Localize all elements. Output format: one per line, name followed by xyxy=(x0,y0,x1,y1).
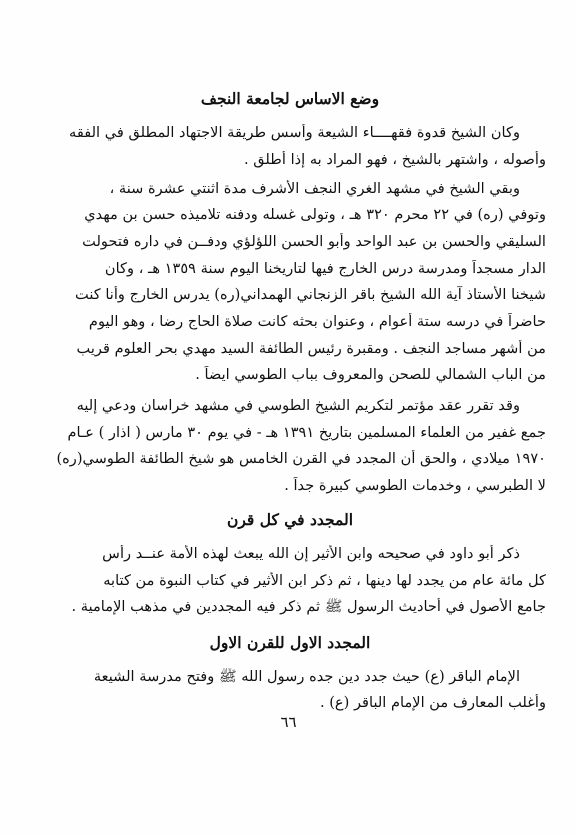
text-line: جامع الأصول في أحاديث الرسول ﷺ ثم ذكر فيه المجددين في مذهب الإمامية . xyxy=(71,598,546,615)
text-line: وأغلب المعارف من الإمام الباقر (ع) . xyxy=(319,694,546,711)
text-line: من أشهر مساجد النجف . ومقبرة رئيس الطائفة السيد مهدي بحر العلوم قريب xyxy=(76,340,546,357)
text-line: جمع غفير من العلماء المسلمين بتاريخ ١٣٩١ هـ - في يوم ٣٠ مارس ( اذار ) عـام xyxy=(67,424,546,441)
section-heading-foundation: وضع الاساس لجامعة النجف xyxy=(200,89,380,108)
text-line: السليقي والحسن بن عبد الواحد وأبو الحسن اللؤلؤي ودفــن في داره فتحولت xyxy=(82,233,546,250)
section-heading-first-renewer: المجدد الاول للقرن الاول xyxy=(209,633,371,652)
text-line: لا الطبرسي ، وخدمات الطوسي كبيرة جداً . xyxy=(284,477,546,494)
text-line: من الباب الشمالي للصحن والمعروف بباب الطوسي ايضاً . xyxy=(195,366,546,383)
text-line: وكان الشيخ قدوة فقهــــاء الشيعة وأسس طريقة الاجتهاد المطلق في الفقه xyxy=(69,124,520,141)
page-number: ٦٦ xyxy=(280,713,297,731)
text-line: الدار مسجداً ومدرسة درس الخارج فيها لتاريخنا اليوم سنة ١٣٥٩ هـ ، وكان xyxy=(104,260,546,277)
section-heading-renewer-each-century: المجدد في كل قرن xyxy=(226,510,353,529)
text-line: وقد تقرر عقد مؤتمر لتكريم الشيخ الطوسي في مشهد خراسان ودعي إليه xyxy=(76,397,520,414)
text-line: كل مائة عام من يجدد لها دينها ، ثم ذكر ابن الأثير في كتاب النبوة من كتابه xyxy=(103,572,546,589)
text-line: الإمام الباقر (ع) حيث جدد دين جده رسول الله ﷺ وفتح مدرسة الشيعة xyxy=(93,668,520,685)
text-line: وتوفي (ره) في ٢٢ محرم ٣٢٠ هـ ، وتولى غسله ودفنه تلاميذه حسن بن مهدي xyxy=(84,206,546,223)
text-line: شيخنا الأستاذ آية الله الشيخ باقر الزنجاني الهمداني(ره) يدرس الخارج وأنا كنت xyxy=(75,286,546,303)
text-line: وأصوله ، واشتهر بالشيخ ، فهو المراد به إذا أطلق . xyxy=(243,151,546,168)
text-line: حاضراً في درسه ستة أعوام ، وعنوان بحثه كانت صلاة الحاج رضا ، وهو اليوم xyxy=(88,313,546,330)
text-line: وبقي الشيخ في مشهد الغري النجف الأشرف مدة اثنتي عشرة سنة ، xyxy=(109,180,520,197)
text-line: ذكر أبو داود في صحيحه وابن الأثير إن الله يبعث لهذه الأمة عنــد رأس xyxy=(102,545,520,562)
text-line: ١٩٧٠ ميلادي ، والحق أن المجدد في القرن الخامس هو شيخ الطائفة الطوسي(ره) xyxy=(56,450,546,467)
